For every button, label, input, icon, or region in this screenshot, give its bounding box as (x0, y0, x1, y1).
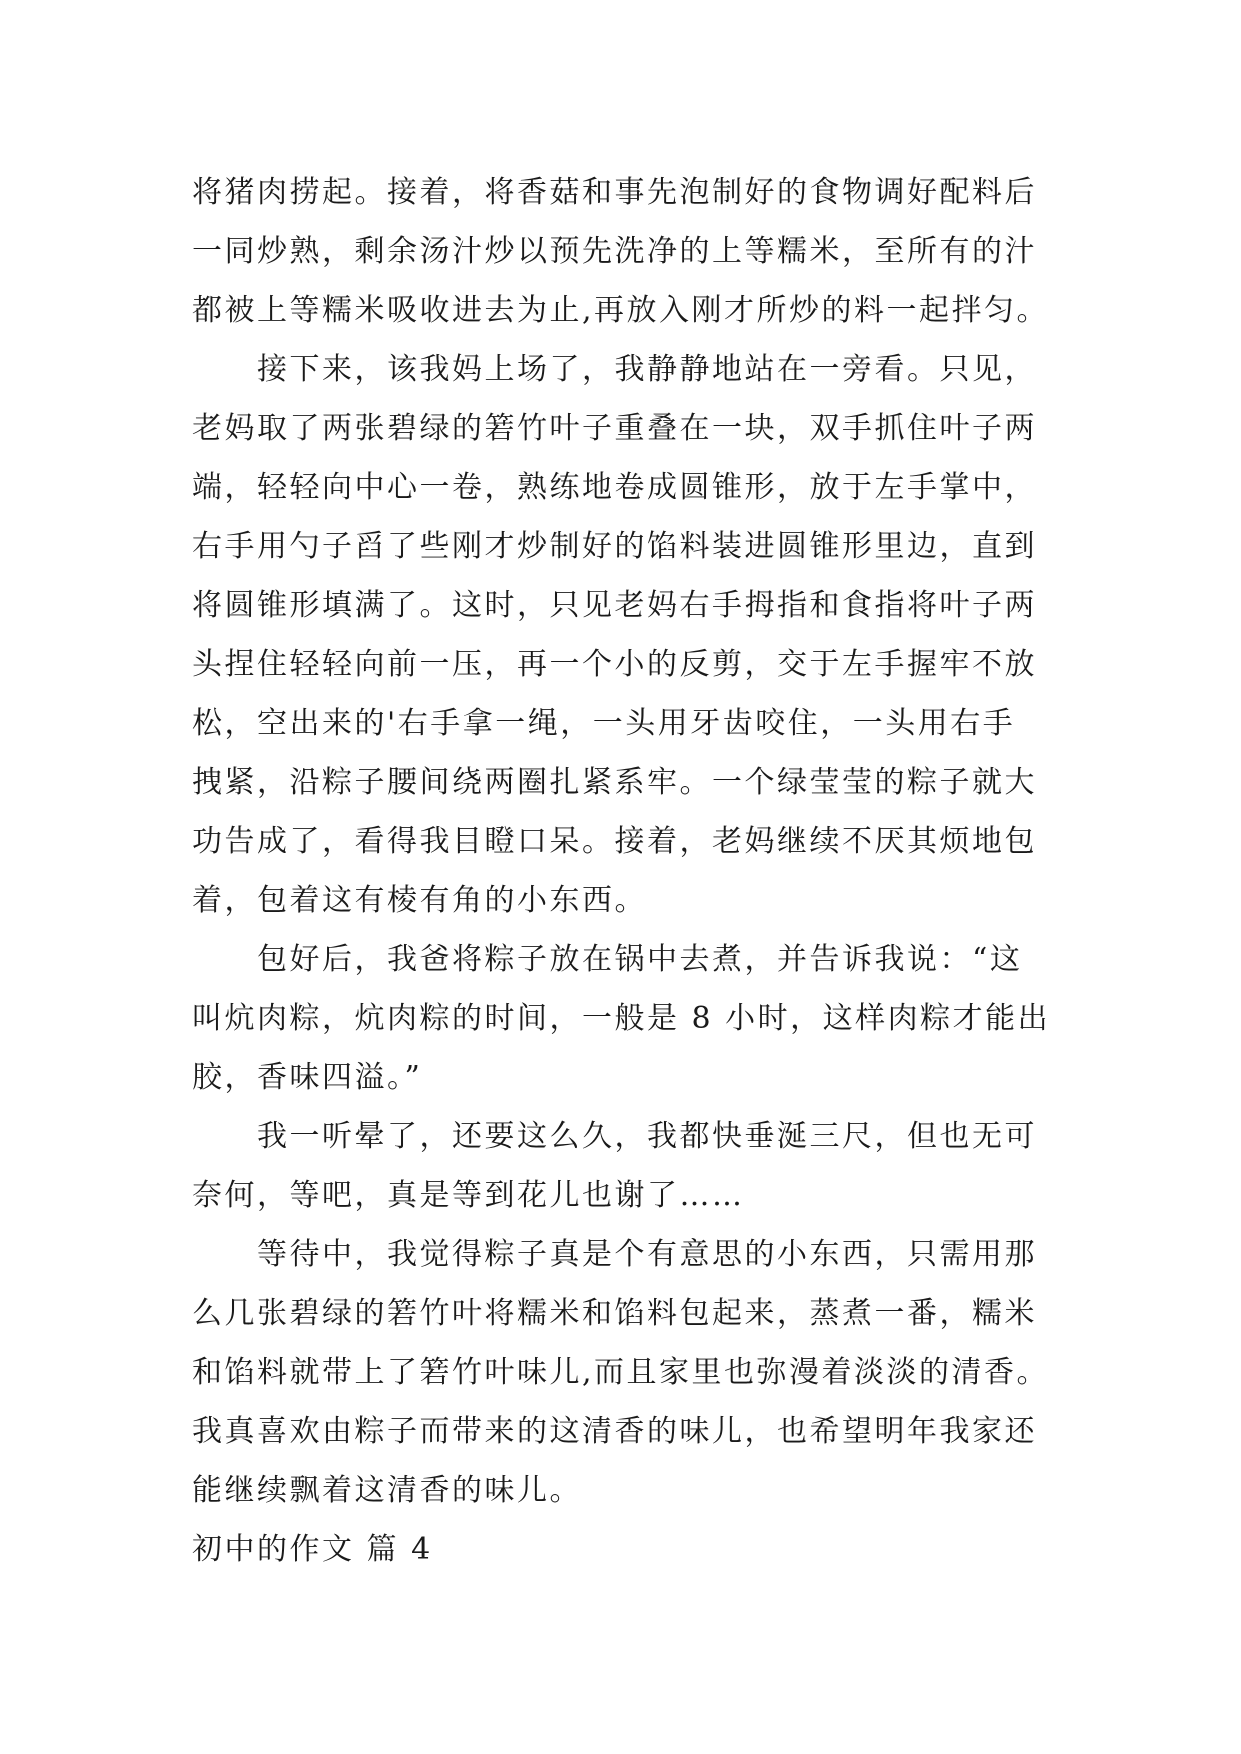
text-line: 奈何，等吧，真是等到花儿也谢了…… (192, 1178, 745, 1213)
text-line: 胶，香味四溢。” (192, 1060, 423, 1095)
text-line: 功告成了，看得我目瞪口呆。接着，老妈继续不厌其烦地包 (192, 824, 1037, 859)
paragraph-start-line: 接下来，该我妈上场了，我静静地站在一旁看。只见， (192, 352, 1037, 387)
paragraph-start-line: 等待中，我觉得粽子真是个有意思的小东西，只需用那 (192, 1237, 1037, 1272)
text-line: 都被上等糯米吸收进去为止,再放入刚才所炒的料一起拌匀。 (192, 293, 1050, 328)
paragraph-start-line: 包好后，我爸将粽子放在锅中去煮，并告诉我说：“这 (192, 942, 1023, 977)
text-line: 将猪肉捞起。接着，将香菇和事先泡制好的食物调好配料后 (192, 175, 1037, 210)
text-line: 能继续飘着这清香的味儿。 (192, 1473, 582, 1508)
text-line: 松，空出来的'右手拿一绳，一头用牙齿咬住，一头用右手 (192, 706, 1016, 741)
paragraph-start-line: 我一听晕了，还要这么久，我都快垂涎三尺，但也无可 (192, 1119, 1037, 1154)
text-line: 叫炕肉粽，炕肉粽的时间，一般是 8 小时，这样肉粽才能出 (192, 1001, 1051, 1036)
text-line: 和馅料就带上了箬竹叶味儿,而且家里也弥漫着淡淡的清香。 (192, 1355, 1050, 1390)
text-line: 右手用勺子舀了些刚才炒制好的馅料装进圆锥形里边，直到 (192, 529, 1037, 564)
text-line: 么几张碧绿的箬竹叶将糯米和馅料包起来，蒸煮一番，糯米 (192, 1296, 1037, 1331)
essay-text (192, 163, 1092, 1579)
text-line: 着，包着这有棱有角的小东西。 (192, 883, 647, 918)
text-line: 老妈取了两张碧绿的箬竹叶子重叠在一块，双手抓住叶子两 (192, 411, 1037, 446)
text-line: 一同炒熟，剩余汤汁炒以预先洗净的上等糯米，至所有的汁 (192, 234, 1037, 269)
text-line: 拽紧，沿粽子腰间绕两圈扎紧系牢。一个绿莹莹的粽子就大 (192, 765, 1037, 800)
text-line: 头捏住轻轻向前一压，再一个小的反剪，交于左手握牢不放 (192, 647, 1037, 682)
text-line: 端，轻轻向中心一卷，熟练地卷成圆锥形，放于左手掌中， (192, 470, 1037, 505)
text-line: 将圆锥形填满了。这时，只见老妈右手拇指和食指将叶子两 (192, 588, 1037, 623)
section-heading: 初中的作文 篇 4 (192, 1532, 433, 1567)
text-line: 我真喜欢由粽子而带来的这清香的味儿，也希望明年我家还 (192, 1414, 1037, 1449)
